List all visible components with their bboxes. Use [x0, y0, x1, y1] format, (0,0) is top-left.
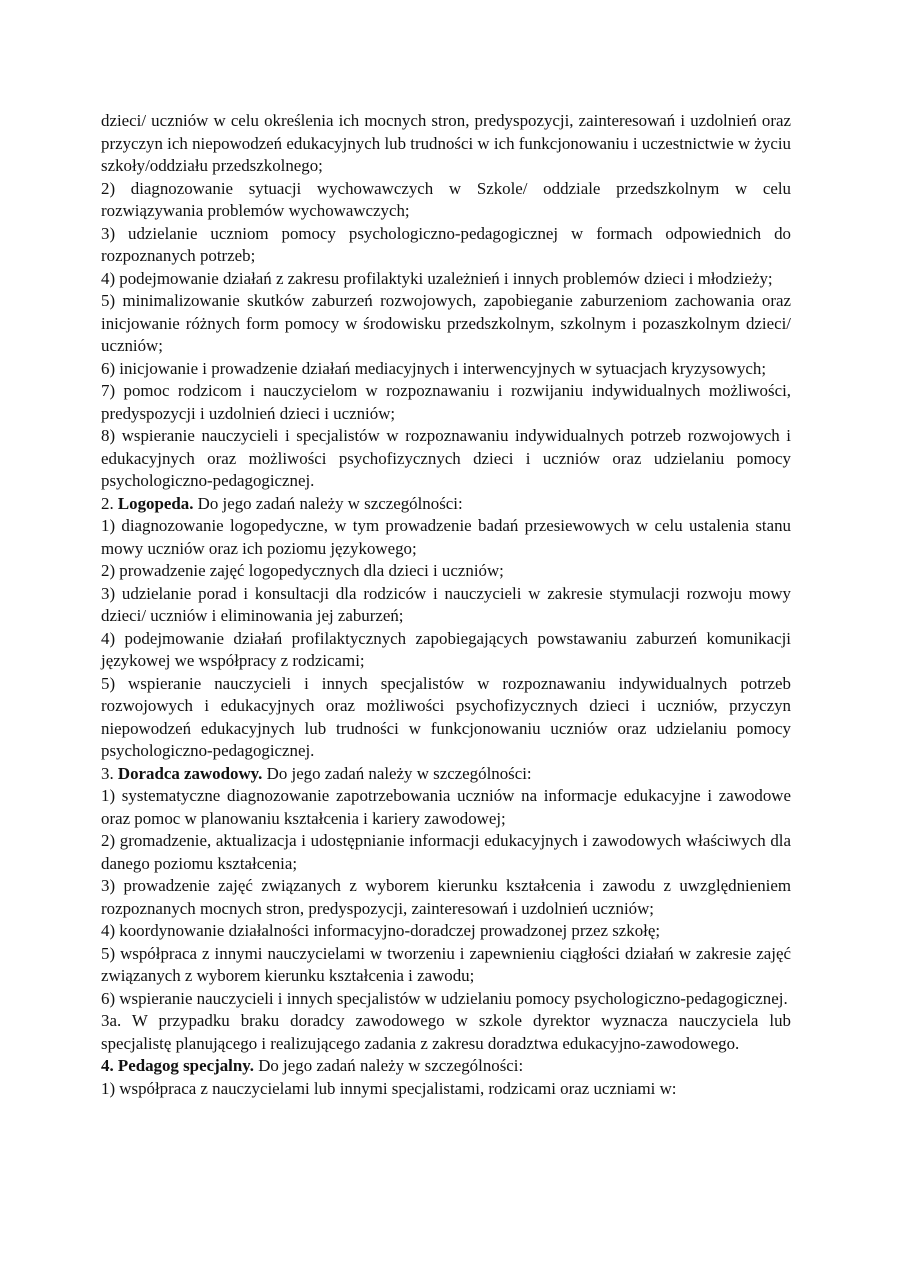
- paragraph: dzieci/ uczniów w celu określenia ich mocnych stron, predyspozycji, zainteresowań i uzdolnień oraz przyczyn ich niepowodzeń edukacyjnych lub trudności w ich funkcjonowaniu i uczestnictwie w życiu szkoły/oddziału przedszkolnego;: [101, 111, 791, 175]
- section-number: 2.: [101, 493, 118, 513]
- paragraph-3a: 3a. W przypadku braku doradcy zawodowego w szkole dyrektor wyznacza nauczyciela lub specjalistę planującego i realizującego zadania z zakresu doradztwa edukacyjno-zawodowego.: [101, 1011, 791, 1053]
- list-item: 3) udzielanie porad i konsultacji dla rodziców i nauczycieli w zakresie stymulacji rozwoju mowy dzieci/ uczniów i eliminowania jej zaburzeń;: [101, 583, 791, 625]
- list-item: 4) koordynowanie działalności informacyjno-doradczej prowadzonej przez szkołę;: [101, 921, 661, 940]
- list-item: 5) minimalizowanie skutków zaburzeń rozwojowych, zapobieganie zaburzeniom zachowania oraz inicjowanie różnych form pomocy w środowisku przedszkolnym, szkolnym i pozaszkolnym dzieci/ uczniów;: [101, 291, 791, 355]
- section-intro: Do jego zadań należy w szczególności:: [253, 1056, 524, 1075]
- list-item: 2) diagnozowanie sytuacji wychowawczych w Szkole/ oddziale przedszkolnym w celu rozwiązywania problemów wychowawczych;: [101, 178, 791, 220]
- list-item: 5) wspieranie nauczycieli i innych specjalistów w rozpoznawaniu indywidualnych potrzeb rozwojowych i edukacyjnych oraz możliwości psychofizycznych dzieci i uczniów, przyczyn niepowodzeń edukacyjnych lub trudności w funkcjonowaniu uczniów oraz udzielaniu pomocy psychologiczno-pedagogicznej.: [101, 673, 791, 760]
- list-item: 1) systematyczne diagnozowanie zapotrzebowania uczniów na informacje edukacyjne i zawodowe oraz pomoc w planowaniu kształcenia i kariery zawodowej;: [101, 786, 791, 828]
- list-item: 5) współpraca z innymi nauczycielami w tworzeniu i zapewnieniu ciągłości działań w zakresie zajęć związanych z wyborem kierunku kształcenia i zawodu;: [101, 943, 791, 985]
- section-number: 3.: [101, 763, 118, 783]
- section-intro: Do jego zadań należy w szczególności:: [193, 493, 463, 513]
- list-item: 1) współpraca z nauczycielami lub innymi specjalistami, rodzicami oraz uczniami w:: [101, 1078, 677, 1098]
- list-item: 3) udzielanie uczniom pomocy psychologiczno-pedagogicznej w formach odpowiednich do rozpoznanych potrzeb;: [101, 223, 791, 265]
- list-item: 3) prowadzenie zajęć związanych z wyborem kierunku kształcenia i zawodu z uwzględnieniem rozpoznanych mocnych stron, predyspozycji, zainteresowań i uzdolnień uczniów;: [101, 876, 791, 918]
- section-heading-pedagog-specjalny: [101, 1055, 791, 1078]
- list-item: 7) pomoc rodzicom i nauczycielom w rozpoznawaniu i rozwijaniu indywidualnych możliwości, predyspozycji i uzdolnień dzieci i uczniów;: [101, 381, 791, 423]
- section-intro: Do jego zadań należy w szczególności:: [262, 763, 532, 783]
- list-item: 4) podejmowanie działań z zakresu profilaktyki uzależnień i innych problemów dzieci i młodzieży;: [101, 268, 773, 288]
- list-item: 4) podejmowanie działań profilaktycznych zapobiegających powstawaniu zaburzeń komunikacji językowej we współpracy z rodzicami;: [101, 628, 791, 670]
- list-item: 6) inicjowanie i prowadzenie działań mediacyjnych i interwencyjnych w sytuacjach kryzysowych;: [101, 358, 767, 378]
- document-page: [101, 110, 791, 1100]
- section-title: 4. Pedagog specjalny.: [101, 1056, 254, 1075]
- list-item: 6) wspieranie nauczycieli i innych specjalistów w udzielaniu pomocy psychologiczno-pedagogicznej.: [101, 988, 788, 1008]
- list-item: 1) diagnozowanie logopedyczne, w tym prowadzenie badań przesiewowych w celu ustalenia stanu mowy uczniów oraz ich poziomu językowego;: [101, 516, 791, 558]
- section-heading-doradca: [101, 763, 791, 786]
- section-title: Logopeda.: [117, 493, 194, 513]
- list-item: 2) prowadzenie zajęć logopedycznych dla dzieci i uczniów;: [101, 561, 504, 580]
- section-heading-logopeda: [101, 493, 791, 516]
- list-item: 8) wspieranie nauczycieli i specjalistów w rozpoznawaniu indywidualnych potrzeb rozwojowych i edukacyjnych oraz możliwości psychofizycznych dzieci i uczniów oraz udzielaniu pomocy psychologiczno-pedagogicznej.: [101, 426, 791, 490]
- section-title: Doradca zawodowy.: [117, 763, 263, 783]
- list-item: 2) gromadzenie, aktualizacja i udostępnianie informacji edukacyjnych i zawodowych właściwych dla danego poziomu kształcenia;: [101, 831, 791, 873]
